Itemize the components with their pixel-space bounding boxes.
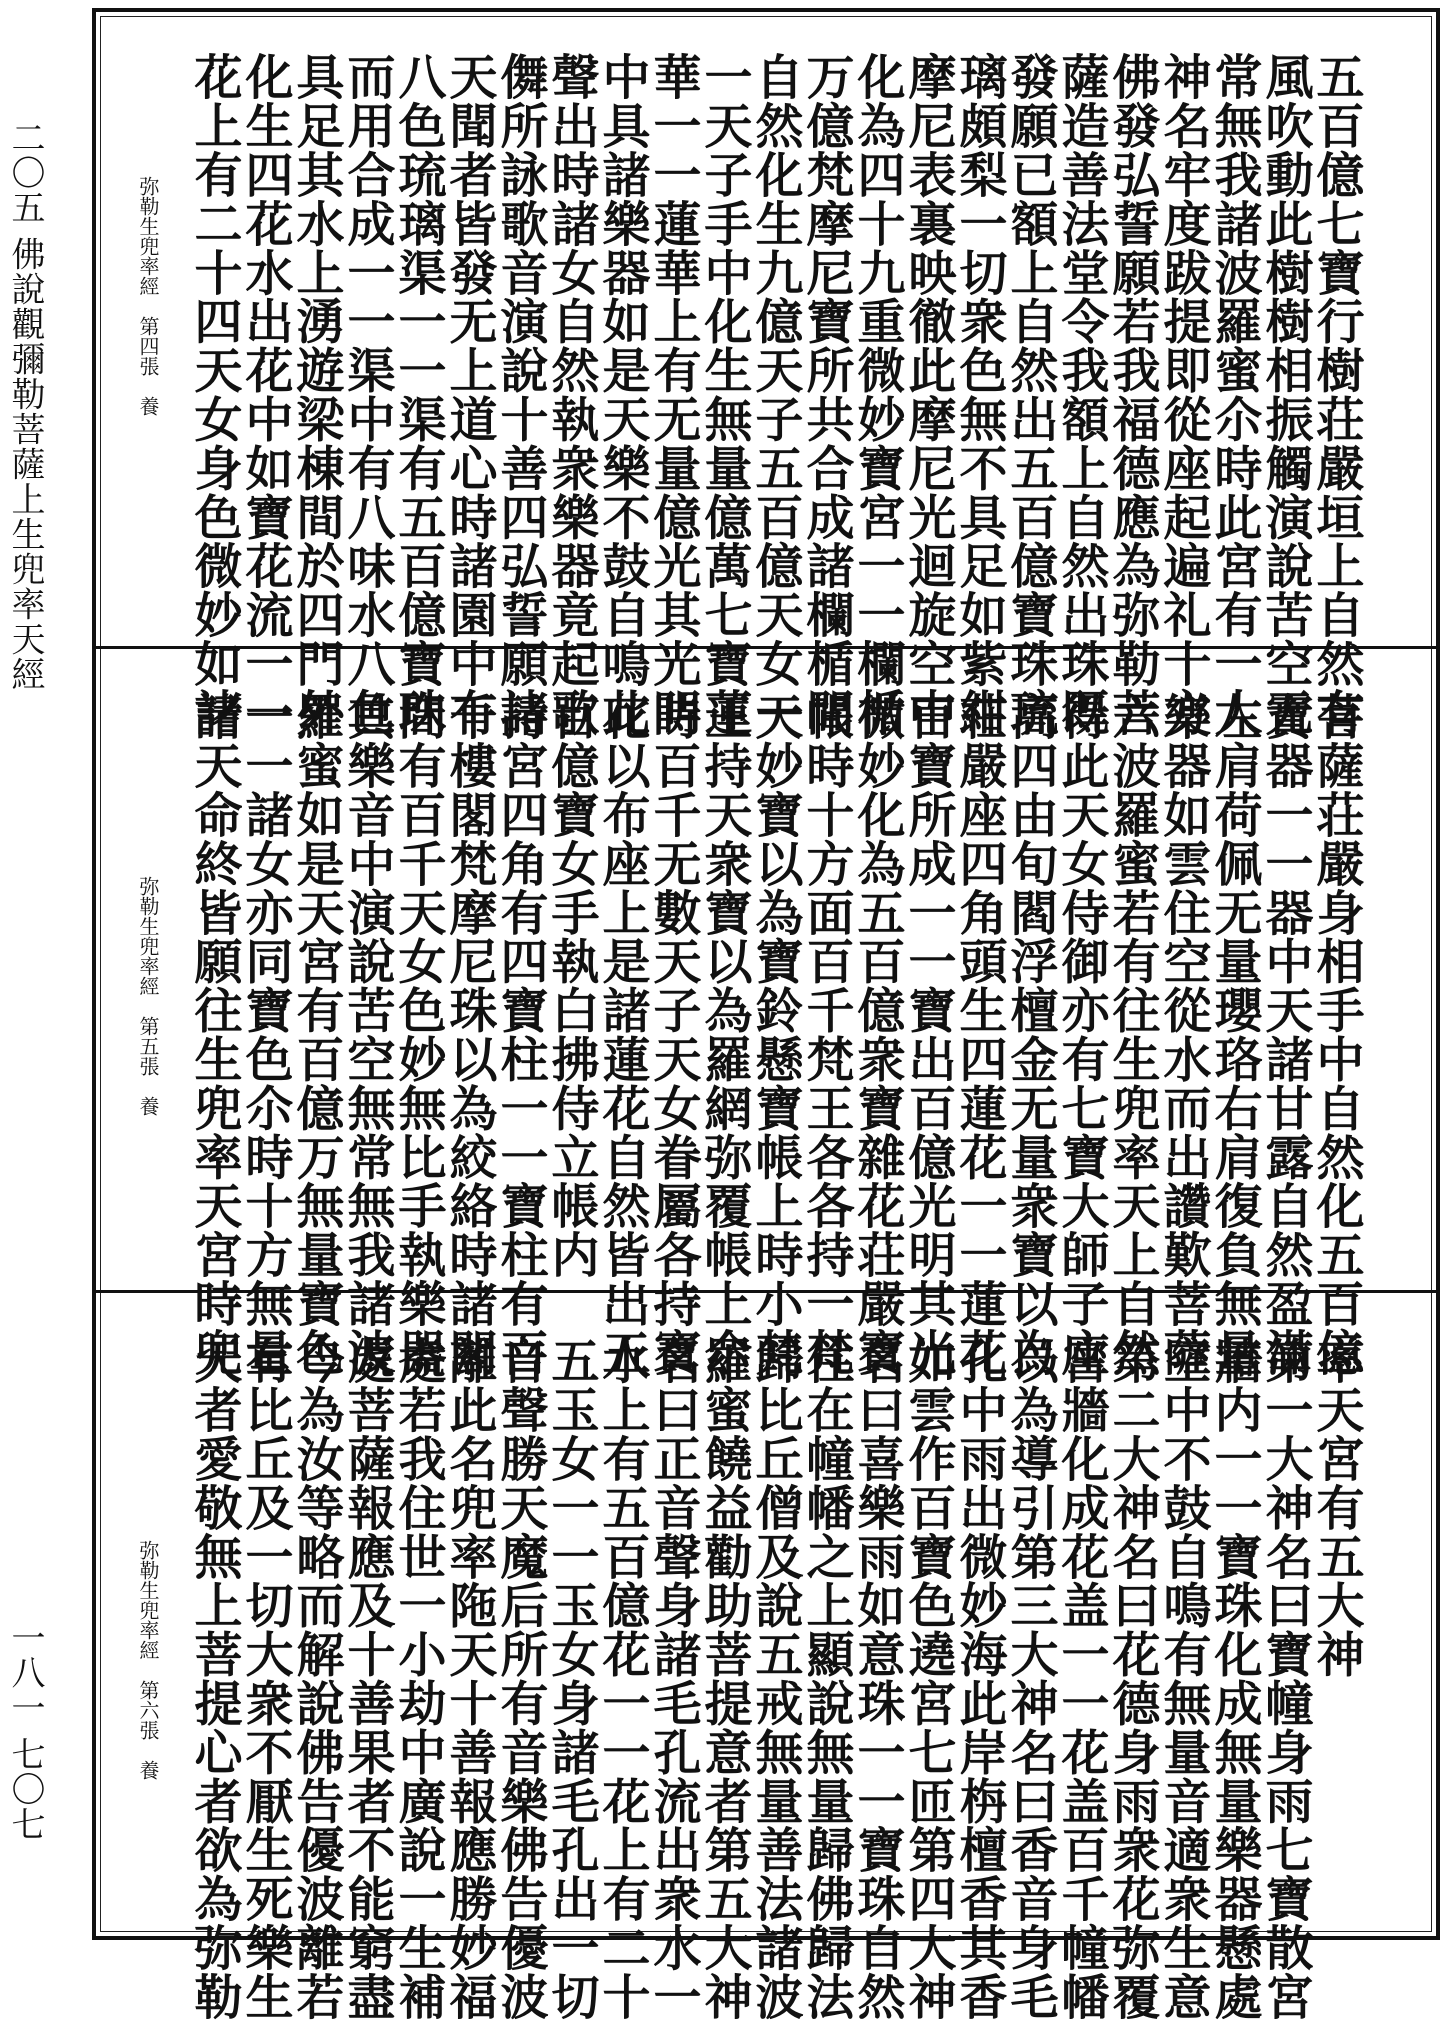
text-column: 樂器如雲住空從水而出讚歎菩薩: [1155, 692, 1211, 1377]
text-column: 一天子手中化生無量億萬七寶蓮: [696, 52, 752, 737]
text-column: 離此名兜率陁天十善報應勝妙福: [441, 1336, 497, 2021]
text-column: 聲出時諸女自然執衆樂器竟起歌: [543, 52, 599, 737]
text-column: 寶器一一器中天諸甘露自然盈滿: [1257, 692, 1313, 1377]
text-column: 天妙寶以為寶鈴懸寶帳上時小梵: [747, 692, 803, 1377]
text-column: 其樂音中演說苦空無常無我諸波: [339, 692, 395, 1377]
text-column: 薩造善法堂令我額上自然出珠既: [1053, 52, 1109, 737]
text-column: 摩尼表裏映徹此摩尼光迴旋空中: [900, 52, 956, 737]
text-column: 菩薩荘嚴身相手中自然化五百億: [1308, 692, 1364, 1377]
text-column: 高四由旬閻浮檀金无量衆寶以為: [1002, 692, 1058, 1377]
text-column: 神名牢度跋提即從座起遍礼十方: [1155, 52, 1211, 737]
text-column: 時百千无數天子天女眷屬各持寶: [645, 692, 701, 1377]
margin-note: 弥勒生兜率經 第五張 養: [136, 876, 160, 1116]
text-column: 八色琉璃渠一一渠有五百億寶珠: [390, 52, 446, 737]
text-column: 間有百千天女色妙無比手執樂器: [390, 692, 446, 1377]
text-column: 第一大神名曰寶幢身雨七寶散宮: [1257, 1336, 1313, 2021]
text-column: 璃頗梨一切衆色無不具足如紫紺: [951, 52, 1007, 737]
text-column: 花上有二十四天女身色微妙如諸: [186, 52, 242, 737]
text-column: 今為汝等略而解說佛告優波離若: [288, 1336, 344, 2021]
text-column: 如雲作百寶色遶宮七匝第四大神: [900, 1336, 956, 2021]
text-column: 荘嚴座四角頭生四蓮花一一蓮花: [951, 692, 1007, 1377]
text-column: 化生四花水出花中如寶花流一一: [237, 52, 293, 737]
text-column: 王持天衆寶以為羅網弥覆帳上尒: [696, 692, 752, 1377]
text-column: 而用合成一一渠中有八味水八色: [339, 52, 395, 737]
text-column: 天聞者皆發无上道心時諸園中有: [441, 52, 497, 737]
text-column: 一一諸女亦同寶色尒時十方無量: [237, 692, 293, 1377]
text-panel-3: [186, 1336, 1364, 2021]
text-column: 百寶所成一一寶出百億光明其光: [900, 692, 956, 1377]
text-column: 名曰正音聲身諸毛孔流出衆水一: [645, 1336, 701, 2021]
margin-note: 弥勒生兜率經 第四張 養: [136, 176, 160, 416]
text-column: 自然化生九億天子五百億天女一: [747, 52, 803, 737]
text-column: 万億梵摩尼寶所共合成諸欄楯間: [798, 52, 854, 737]
text-column: 具足其水上湧遊梁棟間於四門外: [288, 52, 344, 737]
text-column: 空中不鼓自鳴有無量音適衆生意: [1155, 1336, 1211, 2021]
margin-note: 弥勒生兜率經 第六張 養: [136, 1540, 160, 1780]
text-column: 發願已額上自然出五百億寶珠琉: [1002, 52, 1058, 737]
text-column: 六波羅蜜若有往生兜率天上自然: [1104, 692, 1160, 1377]
text-column: 住在幢幡之上顯說無量歸佛歸法: [798, 1336, 854, 2021]
text-column: 水上有五百億花一一花上有二十: [594, 1336, 650, 2021]
text-column: 宮牆化成花盖一一花盖百千幢幡: [1053, 1336, 1109, 2021]
text-panel-1: [186, 52, 1364, 737]
text-column: 以為導引第三大神名曰香音身毛: [1002, 1336, 1058, 2021]
text-column: 五百億七寶行樹荘嚴垣上自然有: [1308, 52, 1364, 737]
text-column: 風吹動此樹樹相振觸演說苦空无: [1257, 52, 1313, 737]
text-column: 有比丘及一切大衆不厭生死樂生: [237, 1336, 293, 2021]
text-column: 持宮四角有四寶柱一一寶柱有百: [492, 692, 548, 1377]
text-column: 羅蜜饒益勸助菩提意者第五大神: [696, 1336, 752, 2021]
text-column: 孔中雨出微妙海此岸栴檀香其香: [951, 1336, 1007, 2021]
text-column: 率天宮有五大神: [1308, 1336, 1364, 1679]
text-column: 五玉女一一玉女身諸毛孔出一切: [543, 1336, 599, 2021]
text-column: 諸天命終皆願往生兜率天宮時兜: [186, 692, 242, 1377]
side-page-number: 一八一 七〇七: [5, 1620, 45, 1842]
text-column: 牆内一一寶珠化成無量樂器懸處: [1206, 1336, 1262, 2021]
text-column: 化為四十九重微妙寶宮一一欄楯: [849, 52, 905, 737]
text-column: 處菩薩報應及十善果者不能窮盡: [339, 1336, 395, 2021]
text-column: 儛所詠歌音演說十善四弘誓願諸: [492, 52, 548, 737]
text-column: 微妙化為五百億衆寶雜花荘嚴寶: [849, 692, 905, 1377]
text-column: 佛發弘誓願若我福德應為弥勒菩: [1104, 52, 1160, 737]
text-column: 得此天女侍御亦有七寶大師子座: [1053, 692, 1109, 1377]
text-column: 第二大神名曰花德身雨衆花弥覆: [1104, 1336, 1160, 2021]
text-column: 音聲勝天魔后所有音樂佛告優波: [492, 1336, 548, 2021]
text-column: 處若我住世一小劫中廣說一生補: [390, 1336, 446, 2021]
text-column: 百億寶女手執白拂侍立帳内: [543, 692, 599, 1279]
text-panel-2: [186, 692, 1364, 1377]
text-column: 花以布座上是諸蓮花自然皆出五: [594, 692, 650, 1377]
text-column: 名曰喜樂雨如意珠一一寶珠自然: [849, 1336, 905, 2021]
text-column: 常無我諸波羅蜜尒時此宮有一大: [1206, 52, 1262, 737]
text-column: 中具諸樂器如是天樂不鼓自鳴此: [594, 52, 650, 737]
text-column: 左肩荷佩无量瓔珞右肩復負無量: [1206, 692, 1262, 1377]
text-column: 歸比丘僧及說五戒無量善法諸波: [747, 1336, 803, 2021]
text-column: 華一一蓮華上有无量億光其光明: [645, 52, 701, 737]
text-column: 天者愛敬無上菩提心者欲為弥勒: [186, 1336, 242, 2021]
side-title: 二〇五 佛說觀彌勒菩薩上生兜率天經: [5, 120, 45, 692]
text-column: 羅蜜如是天宮有百億万無量寶色: [288, 692, 344, 1377]
text-column: 千樓閣梵摩尼珠以為絞絡時諸閣: [441, 692, 497, 1377]
text-column: 帳時十方面百千梵王各各持一梵: [798, 692, 854, 1377]
